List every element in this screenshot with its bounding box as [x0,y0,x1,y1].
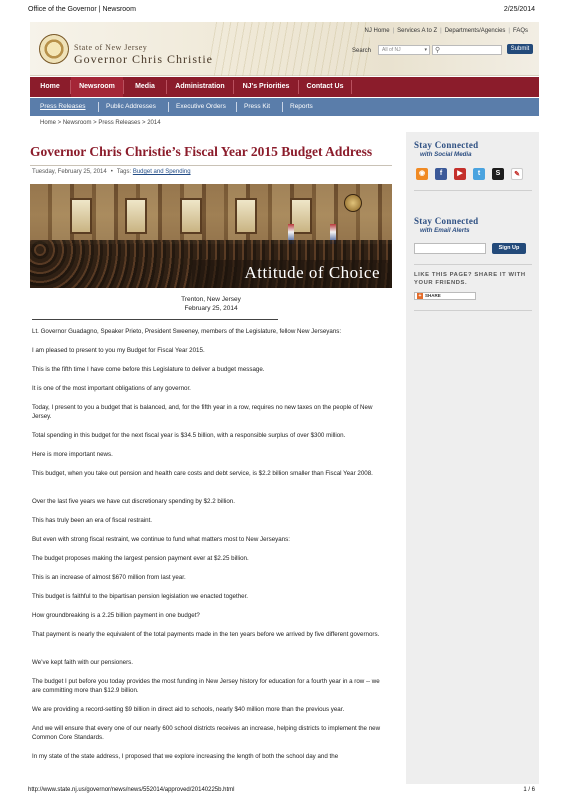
banner-emblem [344,194,362,212]
print-footer-url: http://www.state.nj.us/governor/news/news/552014/approved/20140225b.html [28,787,235,793]
divider [351,80,352,94]
paragraph: In my state of the state address, I proposed that we explore increasing the length of both the school day and the [32,753,339,760]
sign-up-button[interactable]: Sign Up [492,243,526,254]
paragraph: Total spending in this budget for the next fiscal year is $34.5 billion, with a responsible surplus of over $300 million. [32,432,346,439]
paragraph: But even with strong fiscal restraint, we continue to fund what matters most to New Jerseyans: [32,536,290,543]
dateline-date: February 25, 2014 [184,305,238,312]
divider [236,102,237,112]
nav-priorities[interactable]: NJ's Priorities [242,83,290,90]
separator-line [32,319,278,320]
banner-window [235,198,257,234]
paragraph: Over the last five years we have cut discretionary spending by $2.2 billion. [32,498,235,505]
breadcrumb[interactable]: Home > Newsroom > Press Releases > 2014 [40,120,161,126]
departments-link[interactable]: Departments/Agencies [444,28,506,34]
nav-home[interactable]: Home [40,83,60,90]
flickr-icon[interactable]: ✎ [511,168,523,180]
facebook-icon[interactable]: f [435,168,447,180]
chevron-down-icon: ▾ [424,47,427,53]
paragraph: I am pleased to present to you my Budget for Fiscal Year 2015. [32,347,205,354]
subnav-executive-orders[interactable]: Executive Orders [176,103,226,110]
masthead [30,22,539,76]
banner-window [70,198,92,234]
search-label: Search [352,48,372,54]
print-footer-page: 1 / 6 [523,787,535,793]
sidebar [406,132,539,784]
paragraph: We’ve kept faith with our pensioners. [32,659,133,666]
paragraph: The budget I put before you today provides the most funding in New Jersey history for education for a fourth year in a row -- we are committing more than $12.9 billion. [32,678,380,694]
bullet: • [110,169,113,175]
scribd-icon[interactable]: S [492,168,504,180]
divider: | [508,28,510,34]
paragraph: It is one of the most important obligations of any governor. [32,385,191,392]
print-header [28,6,535,18]
paragraph: How groundbreaking is a 2.25 billion payment in one budget? [32,612,200,619]
subnav-press-releases[interactable]: Press Releases [40,103,86,110]
nj-seal-logo[interactable] [39,34,69,64]
youtube-icon[interactable]: ▶ [454,168,466,180]
page-title: Governor Chris Christie’s Fiscal Year 2015 Budget Address [30,144,373,159]
share-button-label: SHARE [425,293,441,298]
email-field[interactable] [414,243,486,254]
print-header-title: Office of the Governor | Newsroom [28,6,136,13]
paragraph: This has truly been an era of fiscal restraint. [32,517,153,524]
subnav-reports[interactable]: Reports [290,103,313,110]
dateline-city: Trenton, New Jersey [181,296,241,303]
nav-contact[interactable]: Contact Us [306,83,344,90]
divider: | [392,28,395,34]
social-media-subtitle: with Social Media [420,151,472,158]
search-scope-select[interactable] [378,45,430,55]
nj-home-link[interactable]: NJ Home [364,28,390,34]
divider [168,102,169,112]
title-divider [30,165,392,166]
print-header-date: 2/25/2014 [503,6,535,13]
page [30,22,539,784]
masthead-decoration [210,22,370,76]
paragraph: And we will ensure that every one of our nearly 600 school districts receives an increase, helping districts to implement the new Common Core Standards. [32,725,381,741]
nav-media[interactable]: Media [135,83,155,90]
search-input[interactable] [432,45,502,55]
main-content [30,132,400,784]
brand-state[interactable]: State of New Jersey [74,43,148,52]
paragraph: We are providing a record-setting $9 billion in direct aid to schools, nearly $40 million more than the previous year. [32,706,345,713]
paragraph: Today, I present to you a budget that is balanced, and, for the fifth year in a row, requires no new taxes on the people of New Jersey. [32,404,373,420]
share-button[interactable] [414,292,476,300]
sidebar-divider [414,310,532,311]
email-alerts-subtitle: with Email Alerts [420,227,470,234]
paragraph: Here is more important news. [32,451,113,458]
share-prompt: LIKE THIS PAGE? SHARE IT WITH YOUR FRIENDS. [414,272,526,286]
paragraph: Lt. Governor Guadagno, Speaker Prieto, President Sweeney, members of the Legislature, fellow New Jerseyans: [32,328,342,335]
banner-image [30,184,392,288]
faqs-link[interactable]: FAQs [512,28,528,34]
article-date: Tuesday, February 25, 2014 [32,169,107,175]
paragraph: The budget proposes making the largest pension payment ever at $2.25 billion. [32,555,249,562]
email-alerts-title: Stay Connected [414,216,479,226]
divider [282,102,283,112]
sidebar-divider [414,264,532,265]
divider: | [440,28,442,34]
paragraph: That payment is nearly the equivalent of the total payments made in the ten years before we arrived by five different governors. [32,631,380,638]
search-icon: ⚲ [435,47,441,54]
tag-link[interactable]: Budget and Spending [132,169,191,175]
search-scope-value: All of NJ [382,47,401,53]
banner-window [125,198,147,234]
main-nav [30,77,539,97]
divider [98,102,99,112]
banner-window [180,198,202,234]
rss-icon[interactable]: ◉ [416,168,428,180]
search-submit-button[interactable]: Submit [507,44,533,54]
paragraph: This budget, when you take out pension and health care costs and debt service, is $2.2 billion smaller than Fiscal Year 2008. [32,470,373,477]
banner-caption: Attitude of Choice [244,263,380,282]
paragraph: This is the fifth time I have come before this Legislature to deliver a budget message. [32,366,265,373]
nav-administration[interactable]: Administration [175,83,225,90]
utility-links [362,28,531,34]
paragraph: This budget is faithful to the bipartisan pension legislation we enacted together. [32,593,249,600]
stay-connected-title: Stay Connected [414,140,479,150]
plus-icon: + [418,293,422,299]
subnav-public-addresses[interactable]: Public Addresses [106,103,156,110]
paragraph: This is an increase of almost $670 million from last year. [32,574,186,581]
sub-nav [30,98,539,116]
sidebar-divider [414,190,532,191]
tags-label: Tags: [116,169,132,175]
print-footer [28,787,535,797]
twitter-icon[interactable]: t [473,168,485,180]
subnav-press-kit[interactable]: Press Kit [244,103,271,110]
nav-newsroom[interactable]: Newsroom [71,77,123,97]
brand-governor[interactable]: Governor Chris Christie [74,52,213,66]
dateline [30,295,392,313]
article-meta [32,169,191,175]
services-link[interactable]: Services A to Z [397,28,438,34]
